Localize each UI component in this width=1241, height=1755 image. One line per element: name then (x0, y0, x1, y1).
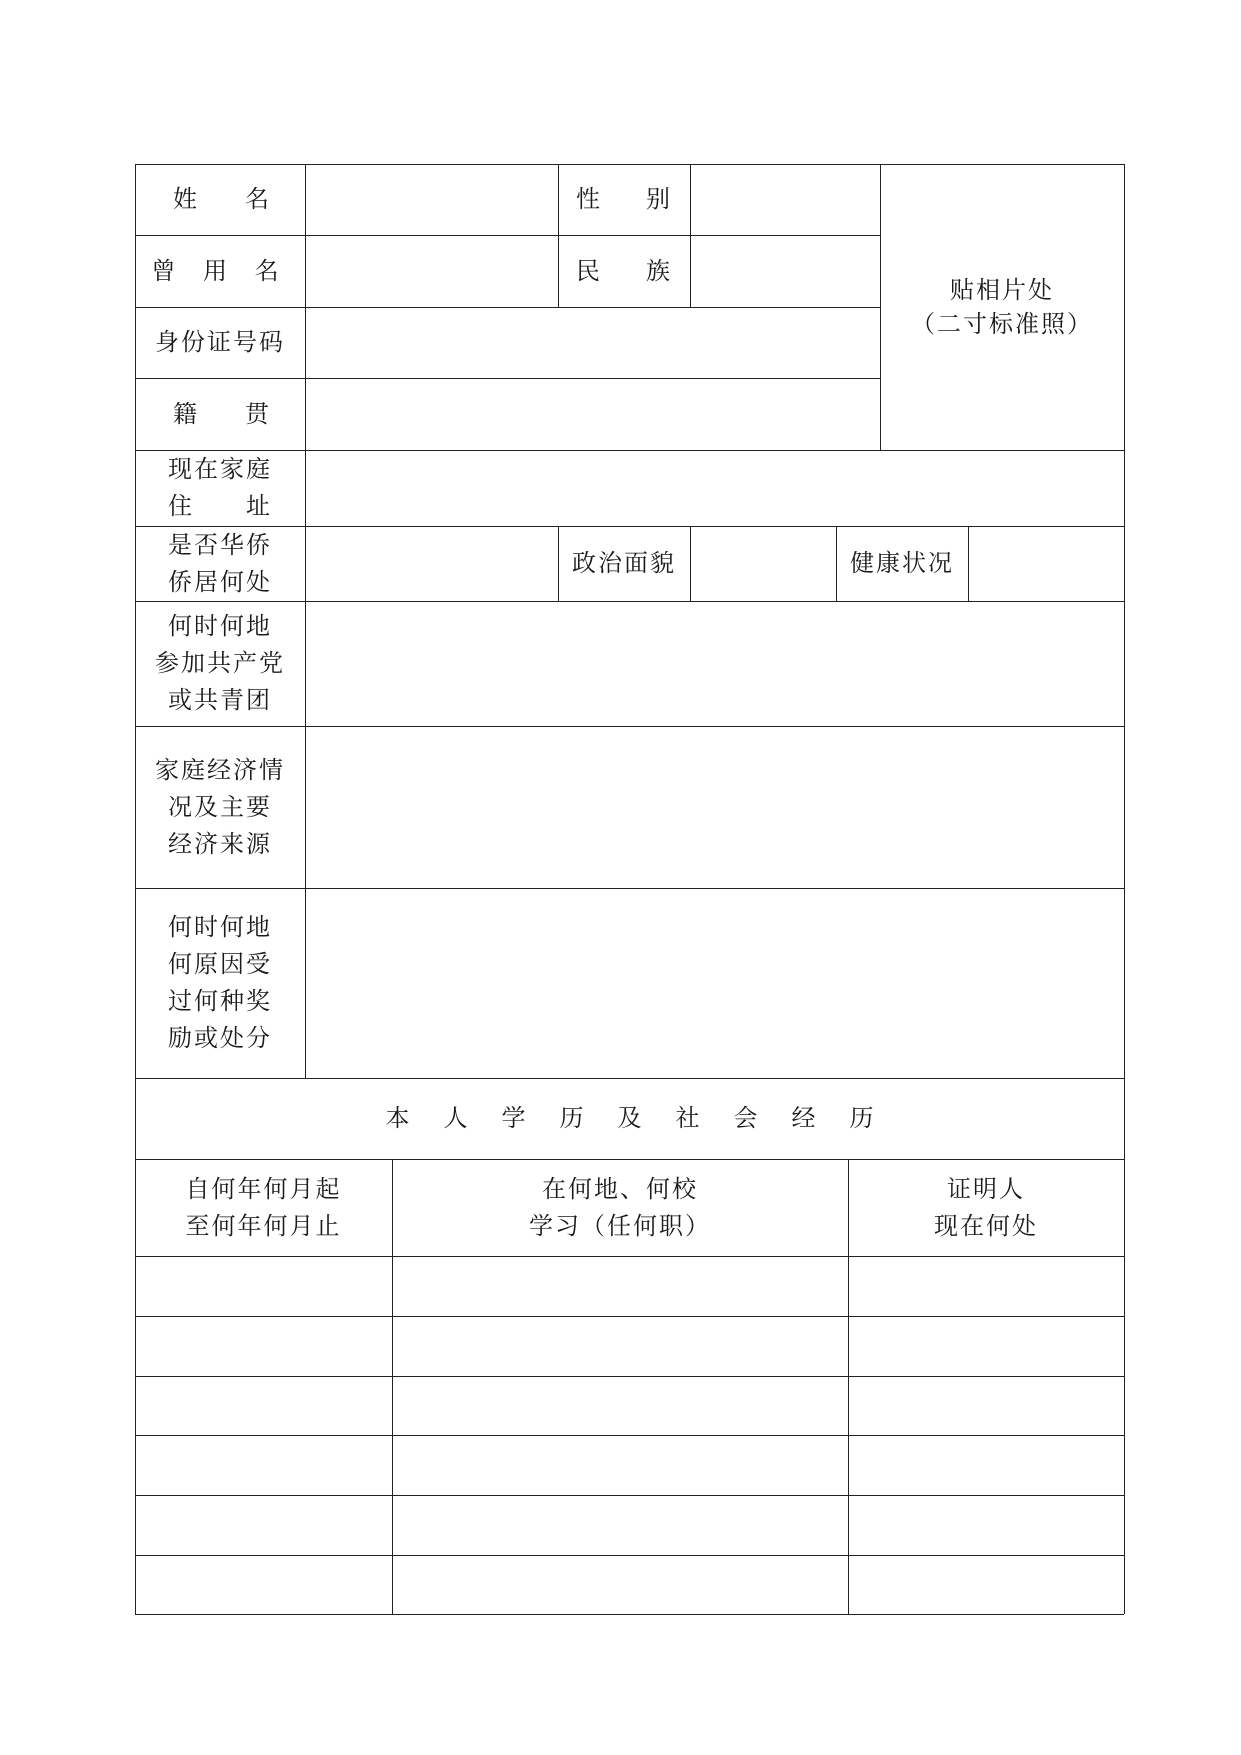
family-economy-field[interactable] (305, 726, 1124, 888)
ethnicity-label-char: 民 (576, 256, 600, 285)
history-cell[interactable] (392, 1256, 848, 1316)
history-col-period (135, 1159, 392, 1256)
label-line: 是否华侨 (168, 530, 272, 559)
id-number-field[interactable] (305, 307, 880, 378)
home-address-field[interactable] (305, 450, 1124, 526)
history-cell[interactable] (848, 1495, 1124, 1555)
native-place-label (135, 378, 305, 450)
history-cell[interactable] (848, 1555, 1124, 1614)
rewards-label (135, 888, 305, 1078)
history-cell[interactable] (848, 1376, 1124, 1435)
history-cell[interactable] (848, 1435, 1124, 1495)
photo-size-note: （二寸标准照） (911, 310, 1093, 338)
former-name-field[interactable] (305, 235, 558, 307)
col-header-line: 证明人 (947, 1174, 1025, 1203)
label-line: 侨居何处 (168, 567, 272, 596)
former-name-label: 曾 用 名 (151, 256, 289, 285)
home-address-label (135, 450, 305, 526)
label-line: 何时何地 (168, 612, 272, 640)
col-header-line: 在何地、何校 (542, 1174, 698, 1203)
political-status-label: 政治面貌 (572, 549, 676, 577)
col-header-line: 至何年何月止 (185, 1211, 342, 1240)
history-col-witness (848, 1159, 1124, 1256)
label-line: 况及主要 (168, 792, 272, 821)
label-line: 过何种奖 (168, 987, 272, 1015)
history-cell[interactable] (135, 1555, 392, 1614)
party-join-label (135, 601, 305, 726)
label-line: 何原因受 (168, 950, 272, 978)
history-cell[interactable] (135, 1435, 392, 1495)
health-label: 健康状况 (850, 549, 954, 577)
history-cell[interactable] (392, 1376, 848, 1435)
family-economy-label (135, 726, 305, 888)
history-cell[interactable] (135, 1376, 392, 1435)
col-header-line: 自何年何月起 (185, 1174, 342, 1203)
id-number-label: 身份证号码 (155, 328, 285, 356)
history-cell[interactable] (392, 1435, 848, 1495)
label-line: 住 址 (168, 492, 272, 520)
native-place-field[interactable] (305, 378, 880, 450)
gender-field[interactable] (690, 164, 880, 235)
ethnicity-label (558, 235, 690, 307)
history-cell[interactable] (135, 1495, 392, 1555)
photo-placeholder (880, 164, 1124, 450)
col-header-line: 现在何处 (934, 1211, 1038, 1240)
rewards-field[interactable] (305, 888, 1124, 1078)
party-join-field[interactable] (305, 601, 1124, 726)
overseas-label (135, 526, 305, 601)
health-field[interactable] (968, 526, 1124, 601)
history-cell[interactable] (848, 1316, 1124, 1376)
label-line: 经济来源 (168, 829, 272, 858)
col-header-line: 学习（任何职） (529, 1211, 711, 1240)
grid-line (135, 1614, 1124, 1615)
photo-caption: 贴相片处 (950, 276, 1054, 304)
history-cell[interactable] (135, 1256, 392, 1316)
political-status-field[interactable] (690, 526, 836, 601)
native-place-label-char: 贯 (245, 399, 269, 428)
ethnicity-label-char: 族 (646, 256, 670, 285)
grid-line (1124, 164, 1125, 1614)
gender-label-char: 性 (576, 185, 600, 213)
native-place-label-char: 籍 (173, 399, 197, 428)
label-line: 现在家庭 (168, 455, 272, 483)
name-label-char: 名 (245, 185, 269, 213)
gender-label (558, 164, 690, 235)
name-field[interactable] (305, 164, 558, 235)
history-section-title: 本人学历及社会经历 (385, 1104, 908, 1132)
history-cell[interactable] (392, 1555, 848, 1614)
label-line: 家庭经济情 (155, 755, 285, 784)
label-line: 励或处分 (168, 1024, 272, 1052)
history-col-place (392, 1159, 848, 1256)
name-label (135, 164, 305, 235)
history-cell[interactable] (848, 1256, 1124, 1316)
label-line: 参加共产党 (155, 649, 285, 677)
gender-label-char: 别 (646, 185, 670, 213)
history-cell[interactable] (135, 1316, 392, 1376)
label-line: 或共青团 (168, 686, 272, 714)
overseas-field[interactable] (305, 526, 558, 601)
history-cell[interactable] (392, 1495, 848, 1555)
label-line: 何时何地 (168, 913, 272, 941)
history-cell[interactable] (392, 1316, 848, 1376)
ethnicity-field[interactable] (690, 235, 880, 307)
name-label-char: 姓 (173, 185, 197, 213)
